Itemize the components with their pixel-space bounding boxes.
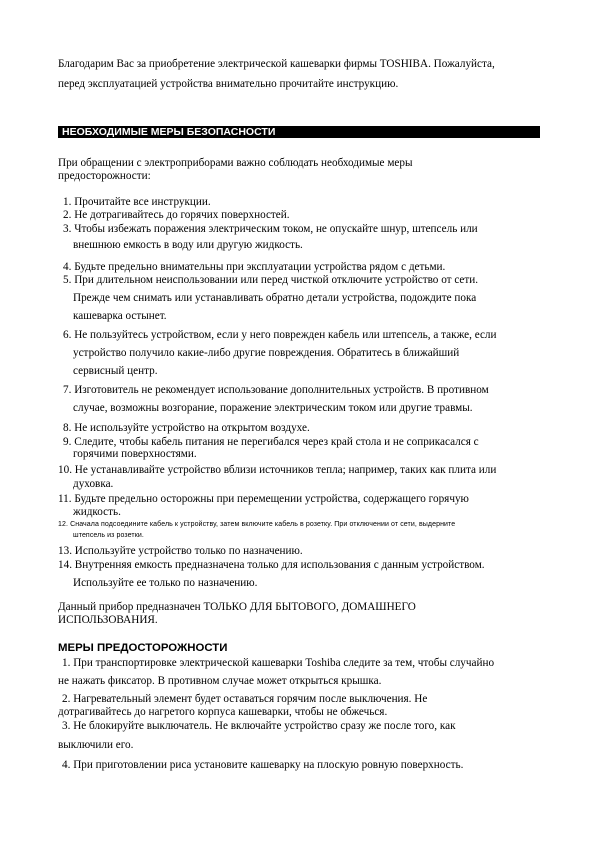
safety-item-11-cont: жидкость. <box>73 506 121 518</box>
precaution-1-cont: не нажать фиксатор. В противном случае может открыться крышка. <box>58 675 382 687</box>
safety-item-14: 14. Внутренняя емкость предназначена только для использования с данным устройством. <box>58 559 485 571</box>
safety-heading: НЕОБХОДИМЫЕ МЕРЫ БЕЗОПАСНОСТИ <box>62 126 276 138</box>
safety-item-6-cont-1: устройство получило какие-либо другие повреждения. Обратитесь в ближайший <box>73 347 460 359</box>
safety-item-8: 8. Не используйте устройство на открытом воздухе. <box>63 422 310 434</box>
household-note-2: ИСПОЛЬЗОВАНИЯ. <box>58 614 158 626</box>
safety-item-10: 10. Не устанавливайте устройство вблизи источников тепла; например, таких как плита или <box>58 464 497 476</box>
safety-item-11: 11. Будьте предельно осторожны при перемещении устройства, содержащего горячую <box>58 493 469 505</box>
intro-line-1: Благодарим Вас за приобретение электрической кашеварки фирмы TOSHIBA. Пожалуйста, <box>58 58 495 70</box>
precaution-3-cont: выключили его. <box>58 739 134 751</box>
precautions-heading: МЕРЫ ПРЕДОСТОРОЖНОСТИ <box>58 642 228 655</box>
safety-item-5-cont-2: кашеварка остынет. <box>73 310 167 322</box>
safety-item-3-cont: внешнюю емкость в воду или другую жидкость. <box>73 239 303 251</box>
precaution-2-cont: дотрагивайтесь до нагретого корпуса кашеварки, чтобы не обжечься. <box>58 706 388 718</box>
safety-item-7: 7. Изготовитель не рекомендует использование дополнительных устройств. В противном <box>63 384 489 396</box>
safety-item-6-cont-2: сервисный центр. <box>73 365 158 377</box>
safety-item-12-cont: штепсель из розетки. <box>73 532 144 539</box>
precaution-1: 1. При транспортировке электрической кашеварки Toshiba следите за тем, чтобы случайно <box>62 657 495 669</box>
safety-item-9-cont: горячими поверхностями. <box>73 448 197 460</box>
safety-lead-2: предосторожности: <box>58 170 151 182</box>
precaution-2: 2. Нагревательный элемент будет оставаться горячим после выключения. Не <box>62 693 428 705</box>
safety-item-5-cont-1: Прежде чем снимать или устанавливать обратно детали устройства, подождите пока <box>73 292 477 304</box>
precaution-3: 3. Не блокируйте выключатель. Не включайте устройство сразу же после того, как <box>62 720 456 732</box>
safety-item-3: 3. Чтобы избежать поражения электрическим током, не опускайте шнур, штепсель или <box>63 223 478 235</box>
safety-item-14-cont: Используйте ее только по назначению. <box>73 577 258 589</box>
safety-item-2: 2. Не дотрагивайтесь до горячих поверхностей. <box>63 209 290 221</box>
precaution-4: 4. При приготовлении риса установите кашеварку на плоскую ровную поверхность. <box>62 759 464 771</box>
safety-heading-bar <box>58 126 540 138</box>
intro-line-2: перед эксплуатацией устройства внимательно прочитайте инструкцию. <box>58 78 399 90</box>
household-note-1: Данный прибор предназначен ТОЛЬКО ДЛЯ БЫТОВОГО, ДОМАШНЕГО <box>58 601 416 613</box>
safety-item-4: 4. Будьте предельно внимательны при эксплуатации устройства рядом с детьми. <box>63 261 446 273</box>
safety-item-10-cont: духовка. <box>73 478 114 490</box>
safety-lead-1: При обращении с электроприборами важно соблюдать необходимые меры <box>58 157 413 169</box>
safety-item-13: 13. Используйте устройство только по назначению. <box>58 545 303 557</box>
safety-item-7-cont: случае, возможны возгорание, поражение электрическим током или другие травмы. <box>73 402 473 414</box>
safety-item-12: 12. Сначала подсоедините кабель к устройству, затем включите кабель в розетку. При отключении от сети, выдерните <box>58 521 456 528</box>
safety-item-1: 1. Прочитайте все инструкции. <box>63 196 211 208</box>
safety-item-6: 6. Не пользуйтесь устройством, если у него поврежден кабель или штепсель, а также, если <box>63 329 497 341</box>
safety-item-9: 9. Следите, чтобы кабель питания не перегибался через край стола и не соприкасался с <box>63 436 479 448</box>
safety-item-5: 5. При длительном неиспользовании или перед чисткой отключите устройство от сети. <box>63 274 479 286</box>
